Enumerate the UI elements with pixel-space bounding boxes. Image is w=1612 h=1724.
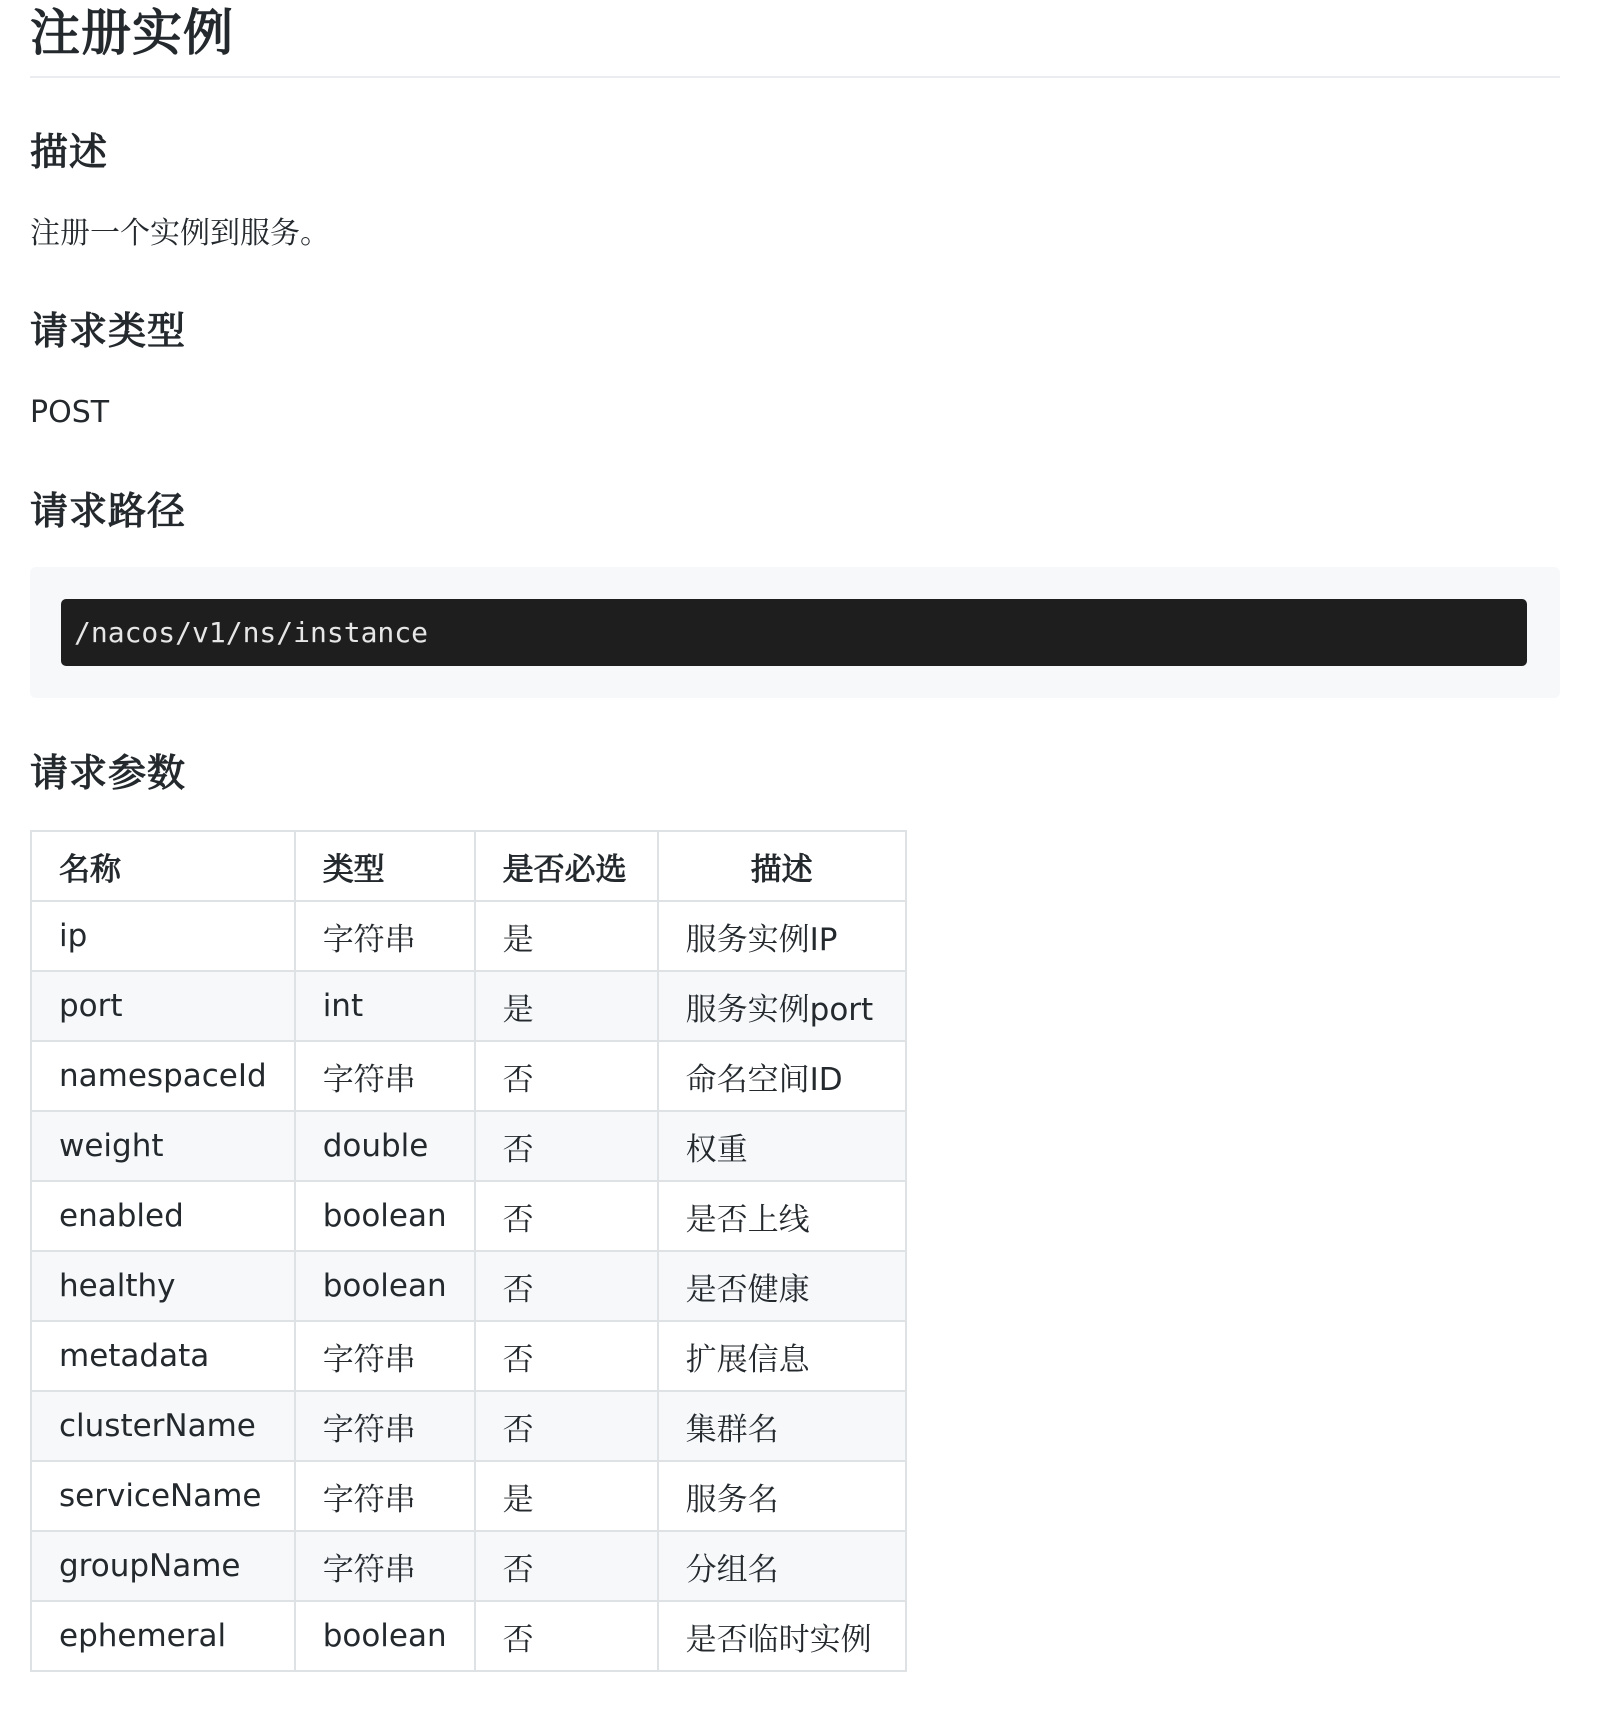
table-row <box>31 1111 906 1181</box>
document-body <box>30 0 1560 1658</box>
cell-required: 是 <box>475 901 658 971</box>
cell-required: 否 <box>475 1181 658 1251</box>
table-row <box>31 1041 906 1111</box>
table-row <box>31 971 906 1041</box>
cell-type: boolean <box>295 1601 475 1671</box>
cell-name: groupName <box>31 1531 295 1601</box>
table-row <box>31 1601 906 1671</box>
cell-description: 是否上线 <box>658 1181 906 1251</box>
description-text: 注册一个实例到服务。 <box>30 216 330 251</box>
cell-type: int <box>295 971 475 1041</box>
cell-name: metadata <box>31 1321 295 1391</box>
cell-required: 是 <box>475 1461 658 1531</box>
cell-description: 服务实例port <box>658 971 906 1041</box>
cell-description: 是否临时实例 <box>658 1601 906 1671</box>
cell-description: 服务名 <box>658 1461 906 1531</box>
table-row <box>31 1251 906 1321</box>
header-required: 是否必选 <box>475 831 658 901</box>
cell-description: 分组名 <box>658 1531 906 1601</box>
description-heading: 描述 <box>30 130 109 174</box>
table-header-row <box>31 831 906 901</box>
cell-name: enabled <box>31 1181 295 1251</box>
table-row <box>31 1531 906 1601</box>
cell-name: healthy <box>31 1251 295 1321</box>
request-path-code[interactable]: /nacos/v1/ns/instance <box>61 599 1527 666</box>
request-type-text: POST <box>30 395 110 430</box>
table-row <box>31 1461 906 1531</box>
params-table <box>30 830 907 1672</box>
cell-name: clusterName <box>31 1391 295 1461</box>
cell-required: 否 <box>475 1251 658 1321</box>
cell-name: serviceName <box>31 1461 295 1531</box>
cell-description: 权重 <box>658 1111 906 1181</box>
cell-type: 字符串 <box>295 1041 475 1111</box>
table-row <box>31 1321 906 1391</box>
request-params-heading: 请求参数 <box>30 751 187 795</box>
cell-required: 否 <box>475 1601 658 1671</box>
cell-type: 字符串 <box>295 1321 475 1391</box>
table-row <box>31 1181 906 1251</box>
header-description: 描述 <box>658 831 906 901</box>
cell-name: ip <box>31 901 295 971</box>
cell-description: 命名空间ID <box>658 1041 906 1111</box>
cell-type: 字符串 <box>295 1531 475 1601</box>
cell-required: 否 <box>475 1391 658 1461</box>
cell-required: 否 <box>475 1531 658 1601</box>
cell-name: namespaceId <box>31 1041 295 1111</box>
request-type-heading: 请求类型 <box>30 309 187 353</box>
cell-description: 扩展信息 <box>658 1321 906 1391</box>
cell-description: 是否健康 <box>658 1251 906 1321</box>
header-name: 名称 <box>31 831 295 901</box>
cell-description: 集群名 <box>658 1391 906 1461</box>
cell-name: ephemeral <box>31 1601 295 1671</box>
table-row <box>31 1391 906 1461</box>
cell-required: 否 <box>475 1321 658 1391</box>
cell-type: boolean <box>295 1251 475 1321</box>
cell-required: 是 <box>475 971 658 1041</box>
cell-name: port <box>31 971 295 1041</box>
page-title: 注册实例 <box>30 0 1560 78</box>
cell-type: double <box>295 1111 475 1181</box>
code-block-container <box>30 567 1560 698</box>
header-type: 类型 <box>295 831 475 901</box>
table-row <box>31 901 906 971</box>
cell-description: 服务实例IP <box>658 901 906 971</box>
cell-required: 否 <box>475 1041 658 1111</box>
cell-type: 字符串 <box>295 901 475 971</box>
cell-type: boolean <box>295 1181 475 1251</box>
cell-type: 字符串 <box>295 1391 475 1461</box>
request-path-heading: 请求路径 <box>30 489 187 533</box>
cell-required: 否 <box>475 1111 658 1181</box>
cell-name: weight <box>31 1111 295 1181</box>
cell-type: 字符串 <box>295 1461 475 1531</box>
